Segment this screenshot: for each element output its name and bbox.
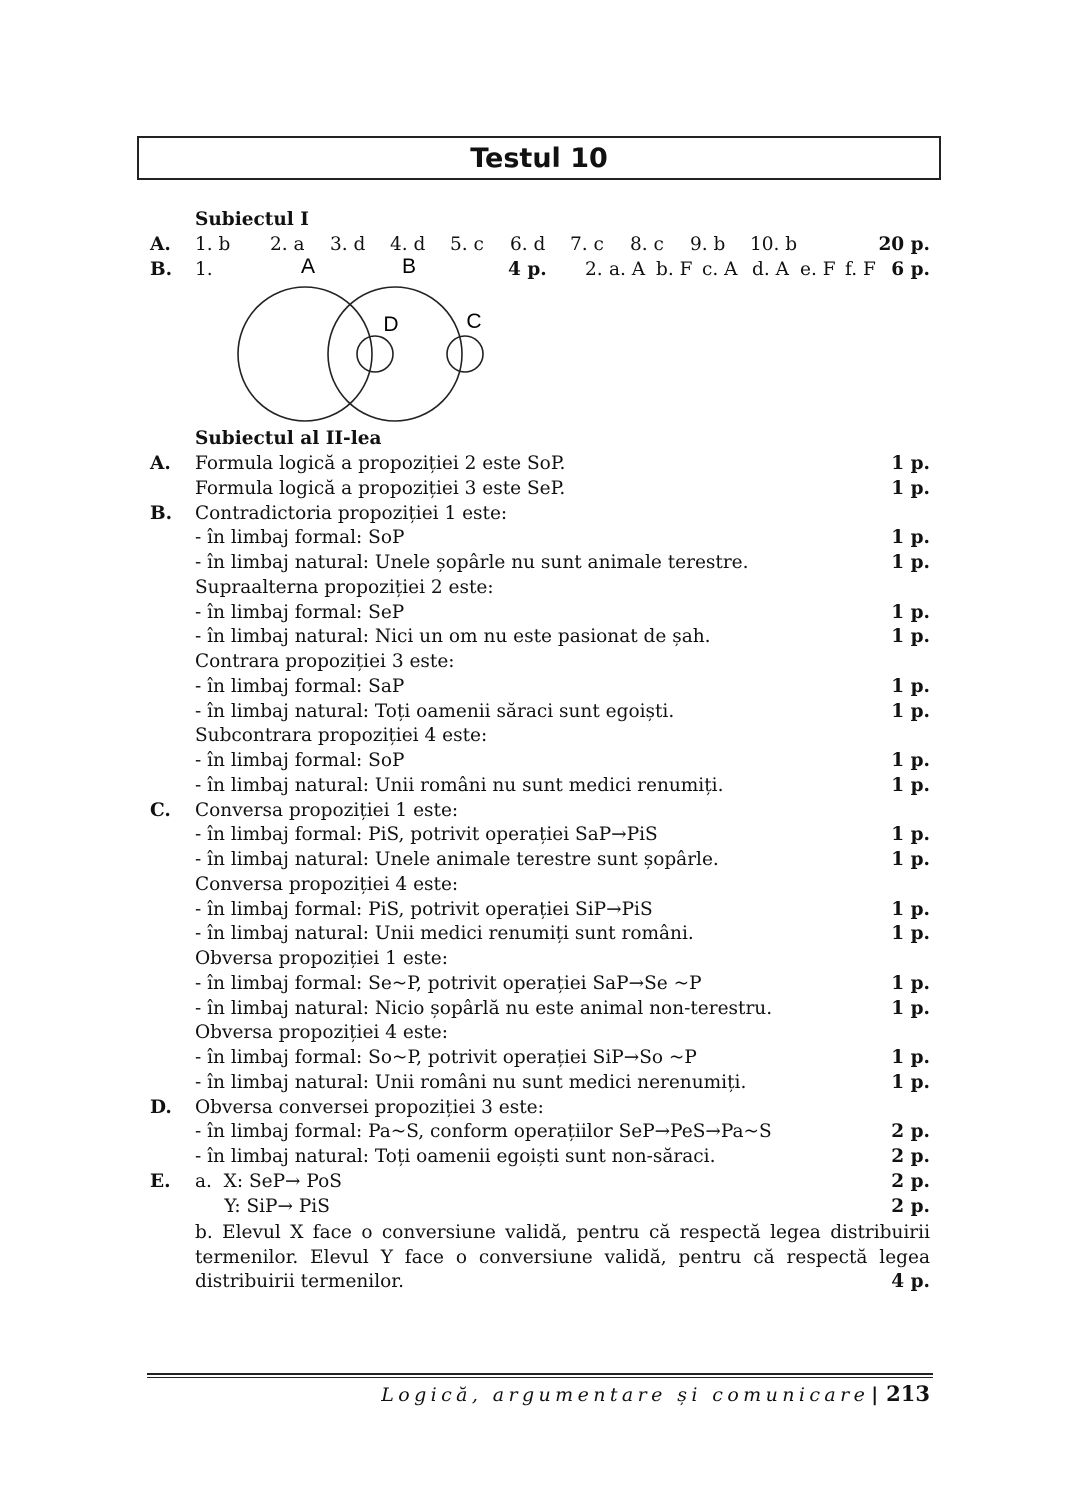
answer-line xyxy=(0,723,1080,748)
points: 2 p. xyxy=(891,1146,930,1167)
answer-line xyxy=(0,600,1080,625)
answer-text: - în limbaj formal: Se~P, potrivit operației SaP→Se ~P xyxy=(195,972,702,994)
answer-text: Subcontrara propoziției 4 este: xyxy=(195,725,488,747)
answer-line xyxy=(0,971,1080,996)
answer-item: e. F xyxy=(800,259,836,280)
answer-text: Conversa propoziției 4 este: xyxy=(195,873,459,895)
answer-text: - în limbaj formal: SeP xyxy=(195,601,405,623)
answer-text: - în limbaj formal: PiS, potrivit operației SaP→PiS xyxy=(195,824,658,846)
answer-text: - în limbaj formal: SaP xyxy=(195,675,405,697)
answer-line xyxy=(0,1020,1080,1045)
answer-text: - în limbaj natural: Unii medici renumiți sunt români. xyxy=(195,923,694,945)
answer-item: 7. c xyxy=(570,234,604,255)
answer-item: a. A xyxy=(609,259,646,280)
footer-rule-thin xyxy=(147,1377,933,1378)
answer-item: 1. b xyxy=(195,234,231,255)
answer-line xyxy=(0,921,1080,946)
points: 1 p. xyxy=(891,453,930,474)
e-b-paragraph xyxy=(195,1221,930,1295)
points: 1 p. xyxy=(891,1047,930,1068)
points: 20 p. xyxy=(878,234,930,255)
points: 1 p. xyxy=(891,824,930,846)
points: 2 p. xyxy=(891,1195,930,1217)
b2-item: 2. xyxy=(585,259,603,280)
circle-a xyxy=(238,287,372,421)
answer-text: - în limbaj natural: Toți oamenii egoiști sunt non-săraci. xyxy=(195,1146,716,1167)
answer-item: 2. a xyxy=(270,234,305,255)
answer-line xyxy=(0,1169,1080,1194)
subiect1-a-label: A. xyxy=(150,234,171,255)
title-box xyxy=(137,136,941,180)
answer-line xyxy=(0,451,1080,476)
footer-separator: | xyxy=(871,1384,879,1406)
answer-text: Obversa propoziției 4 este: xyxy=(195,1022,448,1044)
answer-line xyxy=(0,525,1080,550)
answer-text: - în limbaj natural: Unele animale terestre sunt șopârle. xyxy=(195,849,719,870)
answer-line xyxy=(0,1095,1080,1120)
answer-text: - în limbaj natural: Nici un om nu este pasionat de șah. xyxy=(195,626,711,648)
answer-line xyxy=(0,699,1080,724)
answer-line xyxy=(0,1194,1080,1219)
section-label: B. xyxy=(150,502,173,524)
answer-item: 4. d xyxy=(390,234,426,255)
answer-item: 8. c xyxy=(630,234,664,255)
answer-item: c. A xyxy=(702,259,738,280)
points: 1 p. xyxy=(891,923,930,945)
euler-diagram xyxy=(230,255,490,425)
points: 1 p. xyxy=(891,898,930,920)
answer-item: 10. b xyxy=(750,234,798,255)
book-title: Logică, argumentare și comunicare xyxy=(381,1384,870,1406)
subiect1-b-row xyxy=(0,257,1080,282)
e-b-text: b. Elevul X face o conversiune validă, pentru că respectă legea distribuirii termenilor. Elevul Y face o conversiune validă, pentru că respectă legea distribuirii termenilor. xyxy=(195,1222,930,1292)
points: 1 p. xyxy=(891,849,930,870)
answer-item: f. F xyxy=(845,259,876,280)
answer-line xyxy=(0,822,1080,847)
subiect1-a-row xyxy=(0,232,1080,257)
answer-text: Obversa conversei propoziției 3 este: xyxy=(195,1096,544,1118)
points: 1 p. xyxy=(891,972,930,994)
answer-text: Obversa propoziției 1 este: xyxy=(195,948,448,969)
answer-text: Y: SiP→ PiS xyxy=(195,1195,330,1217)
answer-text: - în limbaj formal: So~P, potrivit operației SiP→So ~P xyxy=(195,1047,697,1068)
answer-line xyxy=(0,1045,1080,1070)
answer-line xyxy=(0,897,1080,922)
points: 1 p. xyxy=(891,477,930,499)
points: 4 p. xyxy=(891,1271,930,1292)
circle-b xyxy=(328,287,462,421)
answer-line xyxy=(0,1070,1080,1095)
answer-text: - în limbaj natural: Toți oamenii săraci sunt egoiști. xyxy=(195,700,675,722)
circle-d xyxy=(357,336,393,372)
answer-item: 5. c xyxy=(450,234,484,255)
page-footer xyxy=(381,1380,930,1408)
page-number: 213 xyxy=(886,1381,930,1406)
page-title: Testul 10 xyxy=(470,142,608,174)
answer-text: - în limbaj natural: Unii români nu sunt medici renumiți. xyxy=(195,774,724,796)
answer-text: - în limbaj natural: Unii români nu sunt medici nerenumiți. xyxy=(195,1071,747,1093)
circle-c xyxy=(447,336,483,372)
answer-line xyxy=(0,773,1080,798)
answer-line xyxy=(0,550,1080,575)
label-d: D xyxy=(383,313,399,336)
answer-line xyxy=(0,1119,1080,1144)
points: 6 p. xyxy=(891,259,930,280)
label-a: A xyxy=(300,255,316,278)
answer-line xyxy=(0,624,1080,649)
subiect2-header: Subiectul al II-lea xyxy=(195,428,382,449)
answer-text: Contrara propoziției 3 este: xyxy=(195,651,455,672)
points: 1 p. xyxy=(891,527,930,549)
answer-text: - în limbaj natural: Unele șopârle nu sunt animale terestre. xyxy=(195,552,749,573)
answer-text: - în limbaj formal: SoP xyxy=(195,750,405,771)
answer-item: 9. b xyxy=(690,234,726,255)
answer-line xyxy=(0,649,1080,674)
answer-text: - în limbaj formal: PiS, potrivit operației SiP→PiS xyxy=(195,898,653,920)
answer-text: Contradictoria propoziției 1 este: xyxy=(195,502,508,524)
points: 1 p. xyxy=(891,774,930,796)
subiect1-header-line xyxy=(0,207,1080,232)
points: 1 p. xyxy=(891,626,930,648)
footer-rule xyxy=(147,1373,933,1375)
section-label: D. xyxy=(150,1096,172,1118)
b1-points: 4 p. xyxy=(508,259,547,280)
points: 2 p. xyxy=(891,1121,930,1143)
answer-line xyxy=(0,575,1080,600)
subiect1-header: Subiectul I xyxy=(195,209,309,230)
answer-line xyxy=(0,501,1080,526)
answer-line xyxy=(0,847,1080,872)
section-label: E. xyxy=(150,1170,171,1192)
section-label: A. xyxy=(150,453,171,474)
section-label: C. xyxy=(150,799,171,821)
answer-line xyxy=(0,748,1080,773)
answer-text: - în limbaj formal: SoP xyxy=(195,527,405,549)
answer-text: Formula logică a propoziției 2 este SoP. xyxy=(195,453,566,474)
subiect2-header-line xyxy=(0,426,1080,451)
subiect1-b-label: B. xyxy=(150,259,173,280)
label-c: C xyxy=(466,310,482,333)
label-b: B xyxy=(401,255,417,278)
b1-item: 1. xyxy=(195,259,213,280)
answer-line xyxy=(0,476,1080,501)
answer-line xyxy=(0,798,1080,823)
answer-item: 6. d xyxy=(510,234,546,255)
points: 1 p. xyxy=(891,552,930,573)
answer-text: - în limbaj formal: Pa~S, conform operațiilor SeP→PeS→Pa~S xyxy=(195,1121,772,1143)
answer-item: b. F xyxy=(656,259,693,280)
answer-item: d. A xyxy=(752,259,789,280)
points: 1 p. xyxy=(891,750,930,771)
answer-text: Conversa propoziției 1 este: xyxy=(195,799,459,821)
answer-line xyxy=(0,872,1080,897)
points: 1 p. xyxy=(891,700,930,722)
answer-text: - în limbaj natural: Nicio șopârlă nu este animal non-terestru. xyxy=(195,997,773,1019)
answer-text: a. X: SeP→ PoS xyxy=(195,1170,342,1192)
answer-line xyxy=(0,674,1080,699)
answer-text: Supraalterna propoziției 2 este: xyxy=(195,576,494,598)
answer-item: 3. d xyxy=(330,234,366,255)
answer-line xyxy=(0,946,1080,971)
points: 1 p. xyxy=(891,675,930,697)
points: 1 p. xyxy=(891,601,930,623)
points: 2 p. xyxy=(891,1170,930,1192)
points: 1 p. xyxy=(891,1071,930,1093)
answer-text: Formula logică a propoziției 3 este SeP. xyxy=(195,477,566,499)
answer-line xyxy=(0,996,1080,1021)
answer-line xyxy=(0,1144,1080,1169)
points: 1 p. xyxy=(891,997,930,1019)
